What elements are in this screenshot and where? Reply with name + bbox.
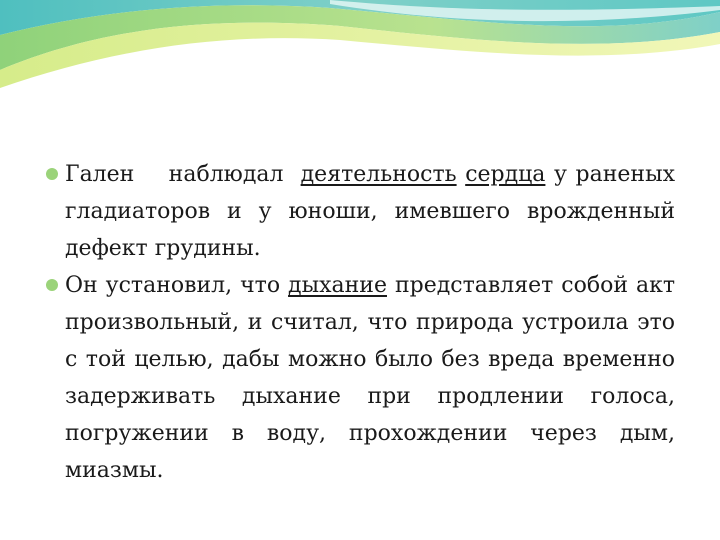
bullet-dot-icon [46,168,58,180]
bullet-text: Гален наблюдал [65,162,301,187]
bullet-text [457,162,466,187]
slide-content [45,156,675,489]
bullet-dot-icon [46,279,58,291]
underlined-term: дыхание [288,273,387,298]
underlined-term: сердца [465,162,546,187]
bullet-text: у раненых гладиаторов и у юноши, имевшего врожденный дефект грудины. [65,162,675,261]
bullet-item [45,267,675,489]
bullet-text: представляет собой акт произвольный, и считал, что природа устроила это с той целью, дабы можно было без вреда временно задерживать дыхание при продлении голоса, погружении в воду, прохождении через дым, миазмы. [65,273,675,483]
bullet-item [45,156,675,267]
header-wave-decoration [0,0,720,110]
underlined-term: деятельность [300,162,457,187]
bullet-text: Он установил, что [65,273,289,298]
